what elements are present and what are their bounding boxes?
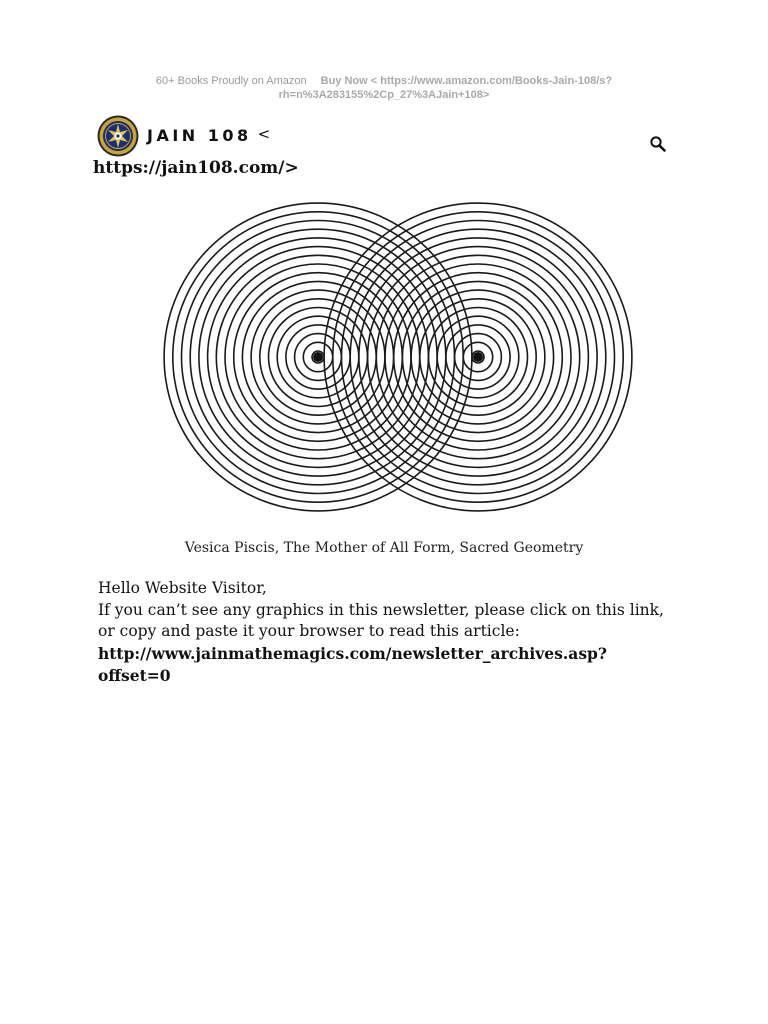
vesica-piscis-illustration <box>138 188 646 524</box>
intro-paragraph: If you can’t see any graphics in this newsletter, please click on this link, or copy and paste it your browser to read this article: <box>98 600 664 640</box>
brand-name[interactable]: JAIN 108 <box>147 125 252 145</box>
buy-now-link-continued[interactable]: rh=n%3A283155%2Cp_27%3AJain+108> <box>278 89 490 101</box>
brand-url-link[interactable]: https://jain108.com/> <box>93 158 299 178</box>
jain108-logo-icon[interactable] <box>97 115 139 157</box>
brand-bracket: < <box>257 125 271 143</box>
image-caption: Vesica Piscis, The Mother of All Form, Sacred Geometry <box>184 540 584 556</box>
buy-now-link[interactable]: Buy Now < https://www.amazon.com/Books-Jain-108/s? <box>320 75 613 87</box>
article-body <box>98 578 678 688</box>
ring-center-dot <box>473 352 483 362</box>
promo-line <box>0 74 768 88</box>
site-header <box>97 115 270 157</box>
greeting-text: Hello Website Visitor, <box>98 579 267 597</box>
newsletter-archive-link[interactable]: http://www.jainmathemagics.com/newsletter_archives.asp?offset=0 <box>98 643 607 685</box>
search-icon[interactable] <box>648 134 668 154</box>
top-promo-bar <box>0 74 768 102</box>
promo-text: 60+ Books Proudly on Amazon <box>155 75 307 87</box>
ring-center-dot <box>313 352 323 362</box>
